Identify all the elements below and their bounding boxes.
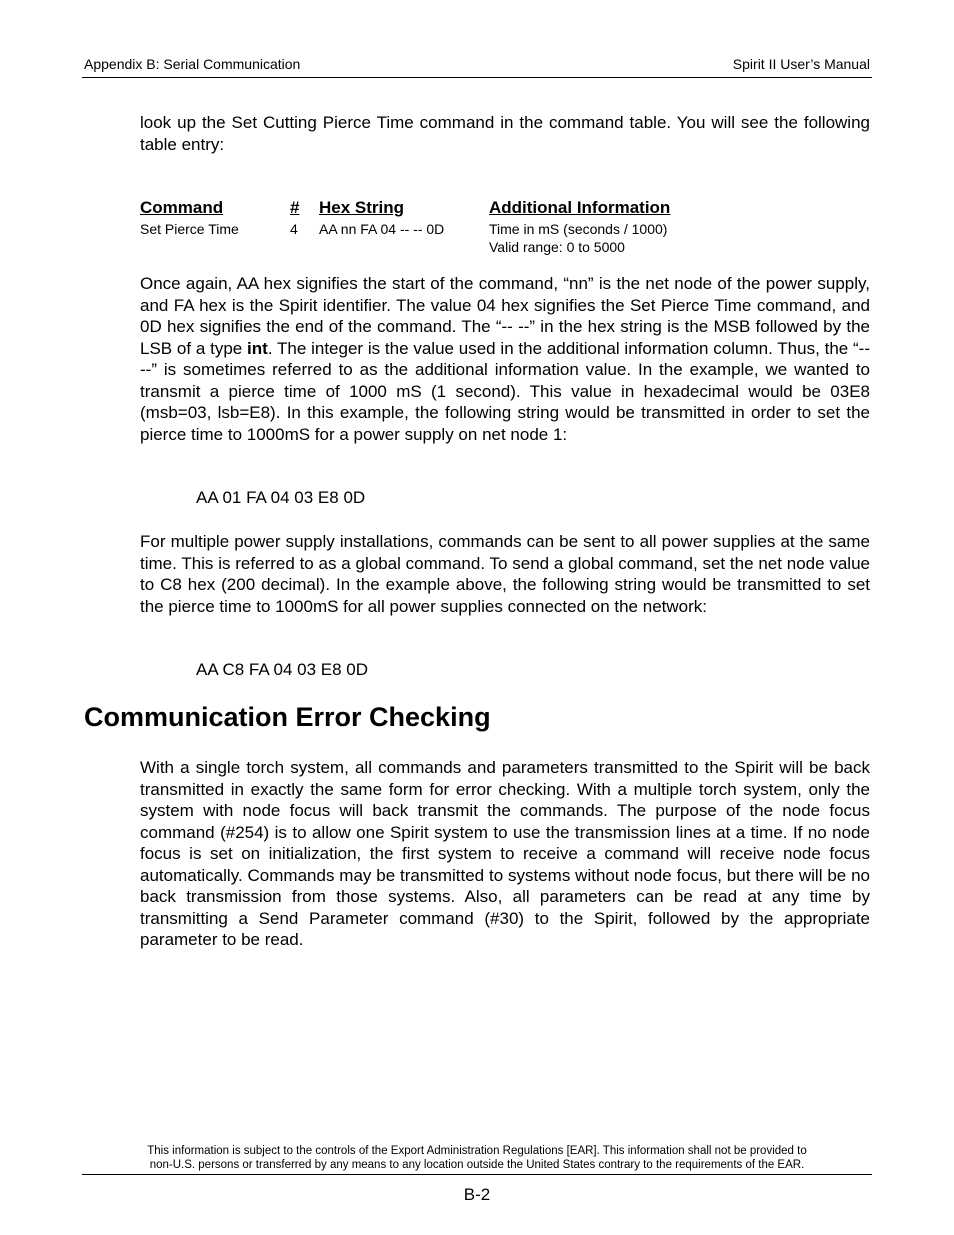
table-cell-hex-string: AA nn FA 04 -- -- 0D [319,221,445,237]
table-header-hex-string: Hex String [319,198,405,217]
example-string-node-1: AA 01 FA 04 03 E8 0D [196,488,366,507]
export-notice-line-1: This information is subject to the controls of the Export Administration Regulations [EAR]. This information shall not be provided to [147,1145,807,1157]
explanation-text-part-1: Once again, AA hex signifies the start of the command, “nn” is the net node of the power supply, and FA hex is the Spirit identifier. The value 04 hex signifies the Set Pierce Time command, and 0D hex signifies the end of the command. The “-- --” in the hex string is the MSB followed by the LSB of a type [140,274,870,358]
running-header-left: Appendix B: Serial Communication [84,56,301,72]
intro-paragraph: look up the Set Cutting Pierce Time command in the command table. You will see the following table entry: [140,113,870,154]
info-line-1: Time in mS (seconds / 1000) [489,221,668,237]
table-header-number: # [290,198,300,217]
table-cell-number: 4 [290,221,298,237]
int-type-keyword: int [247,338,268,358]
header-rule [82,77,872,78]
section-heading: Communication Error Checking [84,702,491,732]
export-notice-line-2: non-U.S. persons or transferred by any means to any location outside the United States contrary to the requirements of the EAR. [149,1159,805,1171]
export-notice [82,1144,872,1172]
table-cell-additional-info [489,220,667,256]
example-string-global: AA C8 FA 04 03 E8 0D [196,660,369,679]
page-number: B-2 [463,1185,491,1204]
running-header-right: Spirit II User’s Manual [732,56,870,72]
table-header-command: Command [140,198,224,217]
info-line-2: Valid range: 0 to 5000 [489,239,625,255]
explanation-text-part-2: . The integer is the value used in the additional information column. Thus, the “-- --” is sometimes referred to as the additional information value. In the example, we wanted to transmit a pierce time of 1000 mS (1 second). This value in hexadecimal would be 03E8 (msb=03, lsb=E8). In this example, the following string would be transmitted in order to set the pierce time to 1000mS for a power supply on net node 1: [140,338,870,444]
footer-rule [82,1174,872,1175]
table-cell-command: Set Pierce Time [140,221,239,237]
explanation-paragraph [140,273,870,445]
table-header-additional-info: Additional Information [489,198,671,217]
error-checking-paragraph: With a single torch system, all commands and parameters transmitted to the Spirit will be back transmitted in exactly the same form for error checking. With a multiple torch system, only the system with node focus will back transmit the commands. The purpose of the node focus command (#254) is to allow one Spirit system to use the transmission lines at a time. If no node focus is set on initialization, the first system to receive a command will receive node focus automatically. Commands may be transmitted to systems without node focus, but there will be no back transmission from those systems. Also, all parameters can be read at any time by transmitting a Send Parameter command (#30) to the Spirit, followed by the appropriate parameter to be read. [140,758,870,949]
global-command-paragraph: For multiple power supply installations, commands can be sent to all power supplies at the same time. This is referred to as a global command. To send a global command, set the net node value to C8 hex (200 decimal). In the example above, the following string would be transmitted to set the pierce time to 1000mS for all power supplies connected on the network: [140,532,870,616]
